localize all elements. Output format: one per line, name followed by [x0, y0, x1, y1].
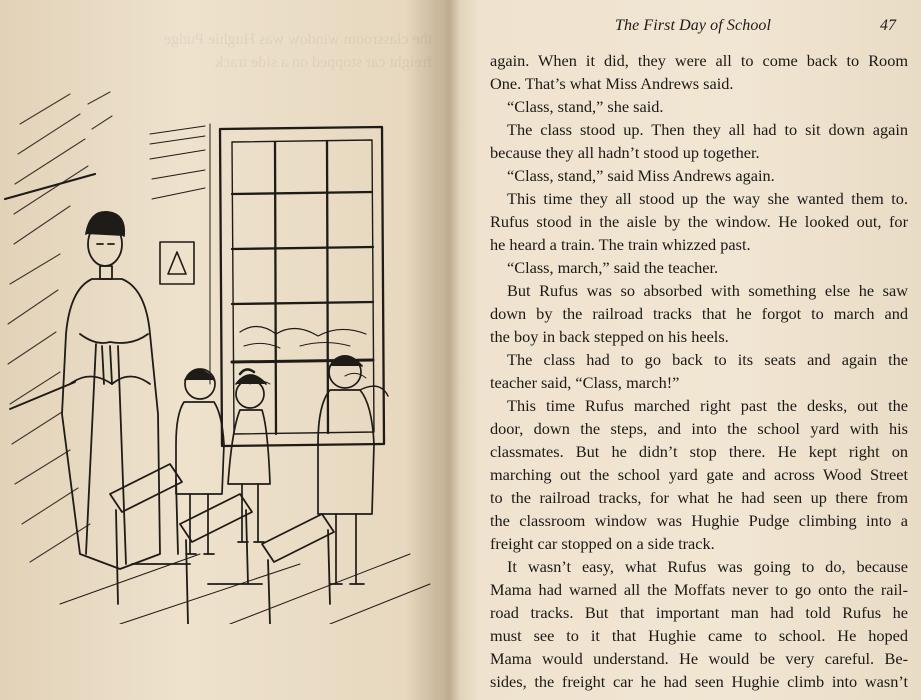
- text-line: the boy in back stepped on his heels.: [490, 327, 729, 346]
- text-line: Rufus stood in the aisle by the window. He looked out, for: [490, 212, 908, 231]
- schoolroom-illustration-icon: [0, 84, 440, 624]
- right-page: [455, 0, 921, 700]
- text-line: the classroom window was Hughie Pudge climbing into a: [490, 511, 908, 530]
- bleed-through-text: [12, 28, 432, 74]
- text-line: It wasn’t easy, what Rufus was going to do, because: [507, 557, 908, 576]
- text-line: Mama would understand. He would be very careful. Be-: [490, 649, 908, 668]
- window: [220, 127, 384, 446]
- running-head: The First Day of School: [615, 17, 772, 34]
- text-line: freight car stopped on a side track.: [490, 534, 715, 553]
- text-line: This time Rufus marched right past the desks, out the: [507, 396, 908, 415]
- bleed-line: freight car stopped on a side track: [215, 54, 432, 71]
- left-page: [0, 0, 445, 700]
- floor-lines: [60, 554, 430, 624]
- bleed-line: the classroom window was Hughie Pudge: [164, 31, 432, 48]
- text-line: This time they all stood up the way she wanted them to.: [507, 189, 908, 208]
- text-line: because they all hadn’t stood up together.: [490, 143, 760, 162]
- page-number: 47: [880, 17, 896, 34]
- text-line: teacher said, “Class, march!”: [490, 373, 680, 392]
- text-line: he heard a train. The train whizzed past.: [490, 235, 751, 254]
- text-line: again. When it did, they were all to come back to Room: [490, 51, 908, 70]
- text-line: One. That’s what Miss Andrews said.: [490, 74, 734, 93]
- text-line: road tracks. But that important man had told Rufus he: [490, 603, 908, 622]
- wall-hatching: [8, 92, 112, 562]
- text-line: classmates. But he didn’t stop there. He kept right on: [490, 442, 908, 461]
- text-line: “Class, march,” said the teacher.: [507, 258, 719, 277]
- text-line: marching out the school yard gate and across Wood Street: [490, 465, 908, 484]
- text-line: But Rufus was so absorbed with something else he saw: [507, 281, 908, 300]
- text-line: “Class, stand,” she said.: [507, 97, 664, 116]
- body-text: [490, 49, 908, 693]
- back-wall: [150, 124, 210, 384]
- text-line: The class had to go back to its seats and again the: [507, 350, 908, 369]
- text-line: to the railroad tracks, for what he had seen up there from: [490, 488, 908, 507]
- text-line: must see to it that Hughie came to school. He hoped: [490, 626, 908, 645]
- text-line: “Class, stand,” said Miss Andrews again.: [507, 166, 775, 185]
- text-line: door, down the steps, and into the school yard with his: [490, 419, 908, 438]
- text-line: The class stood up. Then they all had to sit down again: [507, 120, 908, 139]
- text-line: Mama had warned all the Moffats never to go onto the rail-: [490, 580, 908, 599]
- text-line: down by the railroad tracks that he forgot to march and: [490, 304, 908, 323]
- teacher-figure: [62, 212, 160, 569]
- wall-picture: [160, 242, 194, 284]
- text-line: sides, the freight car he had seen Hughie climb into wasn’t: [490, 672, 908, 691]
- child-left: [176, 369, 224, 554]
